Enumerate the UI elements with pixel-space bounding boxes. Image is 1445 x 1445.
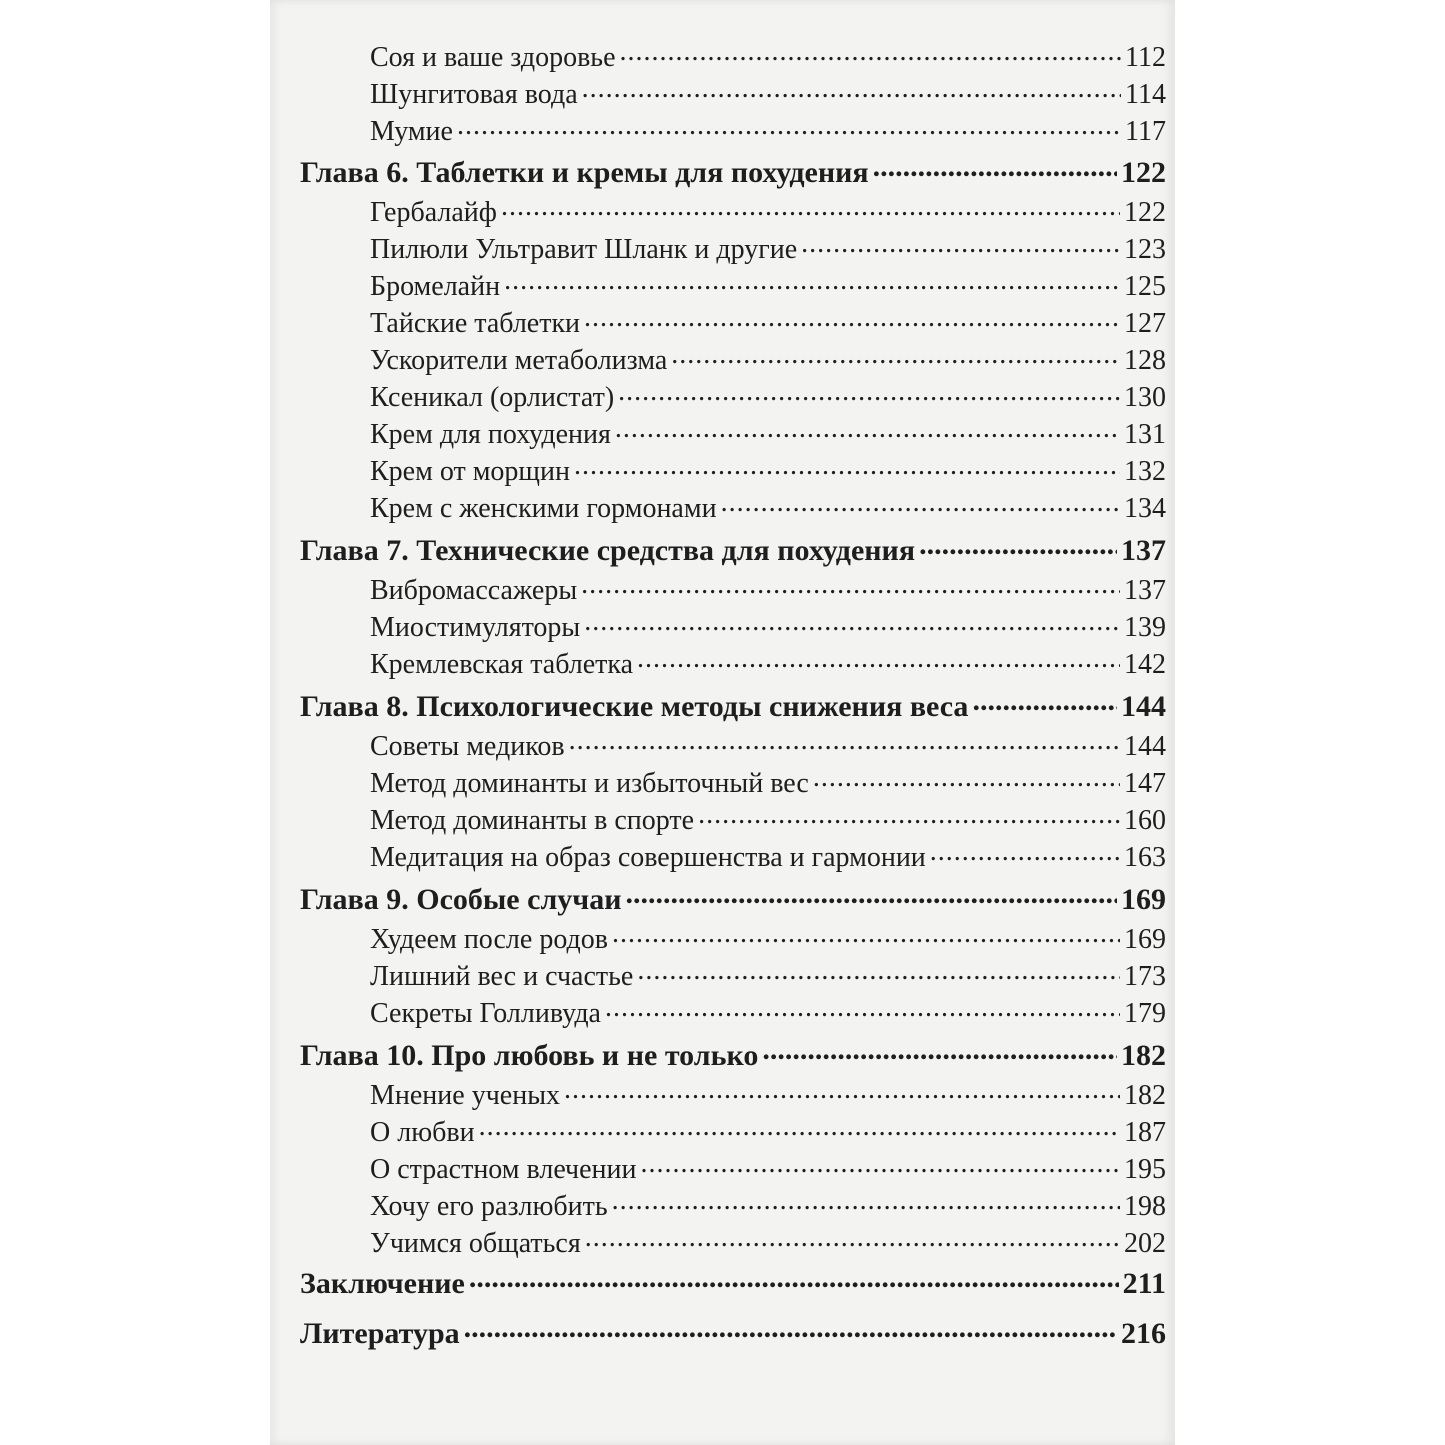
dot-leader [813, 764, 1120, 792]
dot-leader [625, 879, 1117, 909]
toc-entry-title: Ксеникал (орлистат) [370, 382, 615, 413]
toc-entry-page: 173 [1124, 961, 1166, 992]
toc-entry-page: 114 [1125, 79, 1166, 110]
toc-chapter-page: 137 [1121, 534, 1166, 567]
toc-entry-page: 198 [1124, 1191, 1166, 1222]
toc-entry [300, 727, 1166, 764]
toc-entry-title: Бромелайн [370, 271, 501, 302]
dot-leader [873, 152, 1117, 182]
toc-entry-title: О любви [370, 1117, 475, 1148]
dot-leader [569, 727, 1120, 755]
toc-entry-title: Метод доминанты и избыточный вес [370, 768, 809, 799]
dot-leader [582, 75, 1121, 103]
toc-entry-page: 144 [1124, 731, 1166, 762]
toc-entry-title: Шунгитовая вода [370, 79, 578, 110]
dot-leader [919, 530, 1117, 560]
toc-entry-title: Вибромассажеры [370, 575, 578, 606]
dot-leader [581, 571, 1120, 599]
toc-chapter [300, 879, 1166, 920]
toc-entry-page: 117 [1125, 116, 1166, 147]
dot-leader [479, 1113, 1120, 1141]
toc-entry-title: Ускорители метаболизма [370, 345, 668, 376]
toc-chapter [300, 152, 1166, 193]
toc-chapter [300, 530, 1166, 571]
toc-entry-page: 131 [1124, 419, 1166, 450]
toc-entry-page: 127 [1124, 308, 1166, 339]
toc-entry [300, 764, 1166, 801]
toc-entry-page: 137 [1124, 575, 1166, 606]
dot-leader [501, 193, 1120, 221]
toc-entry [300, 267, 1166, 304]
dot-leader [801, 230, 1120, 258]
toc-entry [300, 1076, 1166, 1113]
toc-entry [300, 378, 1166, 415]
toc-entry-title: Хочу его разлюбить [370, 1191, 608, 1222]
toc-entry-page: 134 [1124, 493, 1166, 524]
toc-entry [300, 341, 1166, 378]
dot-leader [584, 608, 1120, 636]
dot-leader [698, 801, 1120, 829]
toc-entry [300, 957, 1166, 994]
toc-entry-title: Крем с женскими гормонами [370, 493, 717, 524]
toc-entry [300, 838, 1166, 875]
toc-chapter-title: Глава 7. Технические средства для похудения [300, 534, 916, 567]
toc-chapter [300, 686, 1166, 727]
toc-entry-title: Мнение ученых [370, 1080, 561, 1111]
toc-entry [300, 75, 1166, 112]
toc-entry-title: Гербалайф [370, 197, 497, 228]
dot-leader [637, 957, 1120, 985]
toc-entry-page: 182 [1124, 1080, 1166, 1111]
dot-leader [464, 1313, 1117, 1343]
toc-entry-page: 187 [1124, 1117, 1166, 1148]
toc-entry-title: Тайские таблетки [370, 308, 581, 339]
toc-entry-page: 122 [1124, 197, 1166, 228]
toc-entry-title: Лишний вес и счастье [370, 961, 634, 992]
toc-chapter-title: Глава 6. Таблетки и кремы для похудения [300, 156, 869, 189]
toc-entry-page: 160 [1124, 805, 1166, 836]
dot-leader [612, 920, 1120, 948]
dot-leader [618, 378, 1120, 406]
toc-entry-title: Соя и ваше здоровье [370, 42, 616, 73]
dot-leader [620, 38, 1122, 66]
toc-entry [300, 193, 1166, 230]
toc-entry [300, 1113, 1166, 1150]
toc-entry-page: 132 [1124, 456, 1166, 487]
toc-entry [300, 1150, 1166, 1187]
toc-entry-title: Мумие [370, 116, 453, 147]
toc-entry [300, 994, 1166, 1031]
toc-entry-page: 147 [1124, 768, 1166, 799]
toc-entry-title: Пилюли Ультравит Шланк и другие [370, 234, 798, 265]
toc-entry-page: 128 [1124, 345, 1166, 376]
toc-chapter-title: Заключение [300, 1267, 465, 1300]
toc-chapter-page: 144 [1121, 690, 1166, 723]
toc-entry [300, 1224, 1166, 1261]
dot-leader [605, 994, 1120, 1022]
dot-leader [612, 1187, 1120, 1215]
toc-chapter [300, 1263, 1166, 1311]
toc-entry [300, 452, 1166, 489]
toc-entry-page: 139 [1124, 612, 1166, 643]
toc-entry-title: Метод доминанты в спорте [370, 805, 695, 836]
toc-entry-page: 195 [1124, 1154, 1166, 1185]
dot-leader [671, 341, 1120, 369]
dot-leader [972, 686, 1117, 716]
dot-leader [641, 1150, 1120, 1178]
dot-leader [585, 1224, 1120, 1252]
dot-leader [762, 1035, 1117, 1065]
toc-entry [300, 112, 1166, 149]
toc-entry [300, 571, 1166, 608]
toc-chapter-page: 169 [1121, 883, 1166, 916]
toc-entry-page: 130 [1124, 382, 1166, 413]
toc-entry [300, 38, 1166, 75]
toc-entry-title: Советы медиков [370, 731, 565, 762]
toc-entry-page: 163 [1124, 842, 1166, 873]
toc-entry-page: 112 [1125, 42, 1166, 73]
toc-chapter-page: 211 [1122, 1267, 1166, 1300]
toc-chapter-title: Глава 9. Особые случаи [300, 883, 622, 916]
toc-chapter-title: Глава 8. Психологические методы снижения веса [300, 690, 969, 723]
toc-entry-title: Миостимуляторы [370, 612, 581, 643]
toc-entry-title: Крем для похудения [370, 419, 611, 450]
toc-chapter-title: Литература [300, 1317, 460, 1350]
toc-entry [300, 304, 1166, 341]
toc-entry [300, 415, 1166, 452]
toc-chapter-page: 216 [1121, 1317, 1166, 1350]
dot-leader [564, 1076, 1120, 1104]
toc-entry-page: 123 [1124, 234, 1166, 265]
dot-leader [504, 267, 1120, 295]
toc-entry-title: Кремлевская таблетка [370, 649, 633, 680]
toc-chapter-title: Глава 10. Про любовь и не только [300, 1039, 759, 1072]
dot-leader [457, 112, 1121, 140]
toc-entry [300, 801, 1166, 838]
toc-chapter [300, 1035, 1166, 1076]
toc-entry-title: Крем от морщин [370, 456, 570, 487]
dot-leader [615, 415, 1120, 443]
toc-entry [300, 489, 1166, 526]
toc-entry-page: 179 [1124, 998, 1166, 1029]
toc-entry-title: Секреты Голливуда [370, 998, 601, 1029]
dot-leader [721, 489, 1120, 517]
toc-entry-page: 142 [1124, 649, 1166, 680]
toc-entry-title: О страстном влечении [370, 1154, 637, 1185]
dot-leader [574, 452, 1120, 480]
toc-entry [300, 920, 1166, 957]
dot-leader [637, 645, 1120, 673]
toc-entry-page: 169 [1124, 924, 1166, 955]
toc-entry [300, 230, 1166, 267]
toc-entry-title: Худеем после родов [370, 924, 608, 955]
dot-leader [930, 838, 1120, 866]
toc-entry [300, 608, 1166, 645]
toc-entry-title: Медитация на образ совершенства и гармонии [370, 842, 926, 873]
toc-entry-page: 125 [1124, 271, 1166, 302]
toc-chapter-page: 122 [1121, 156, 1166, 189]
dot-leader [584, 304, 1120, 332]
toc-entry-page: 202 [1124, 1228, 1166, 1259]
toc-chapter-page: 182 [1121, 1039, 1166, 1072]
toc-entry [300, 645, 1166, 682]
table-of-contents [300, 38, 1166, 1361]
dot-leader [469, 1263, 1119, 1293]
toc-chapter [300, 1313, 1166, 1361]
toc-entry [300, 1187, 1166, 1224]
toc-entry-title: Учимся общаться [370, 1228, 581, 1259]
